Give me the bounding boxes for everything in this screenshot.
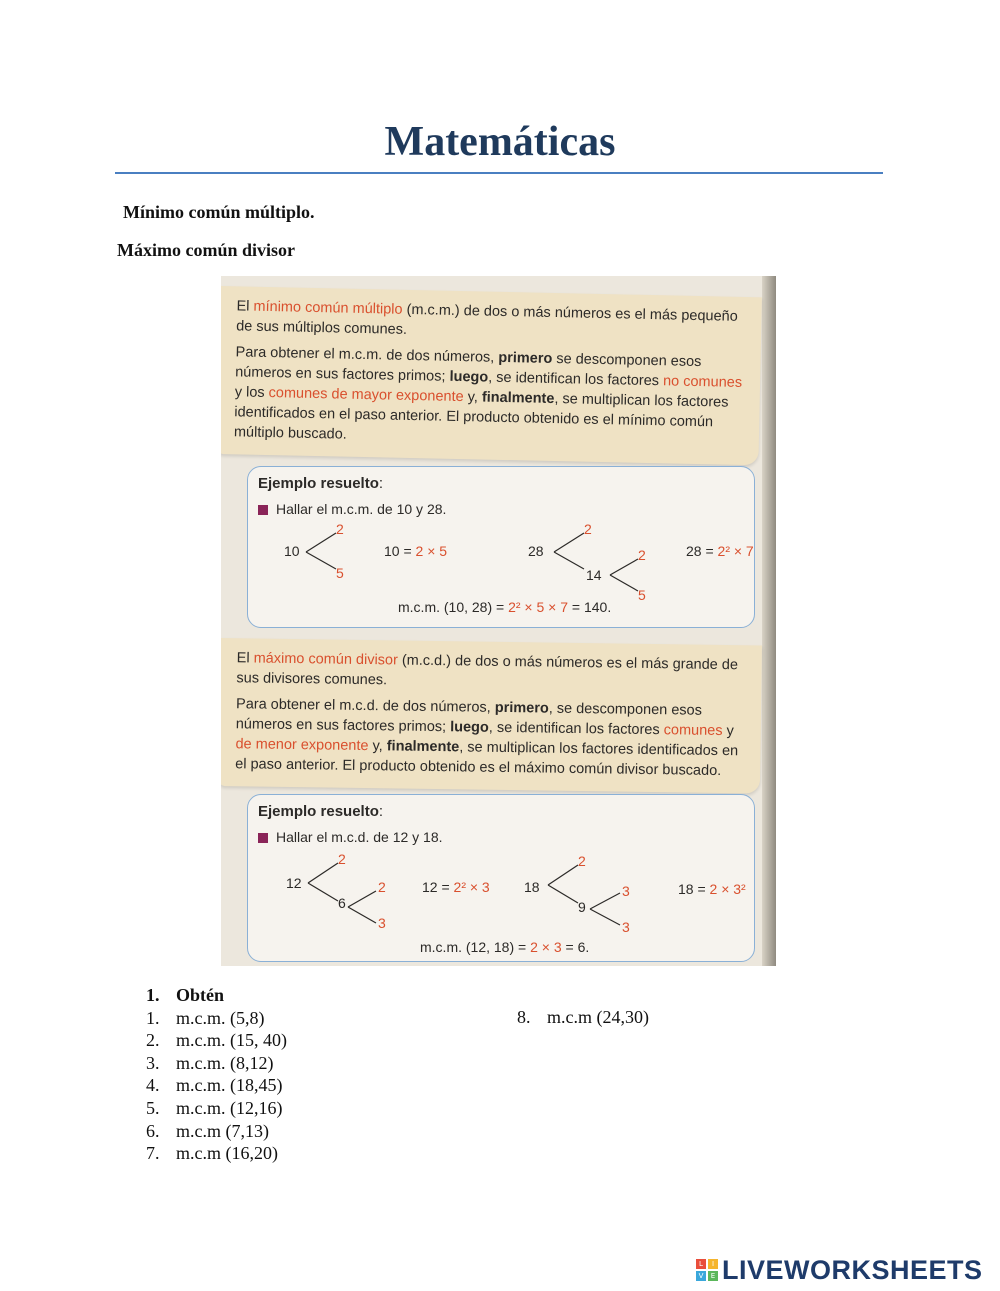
list-item: 6. m.c.m (7,13) — [146, 1120, 269, 1141]
equation: 10 = 2 × 5 — [384, 543, 448, 559]
list-item: 3. m.c.m. (8,12) — [146, 1052, 274, 1073]
exercise-heading: 1. Obtén — [146, 985, 225, 1005]
tree-factor: 2 — [338, 851, 346, 867]
list-item: 5. m.c.m. (12,16) — [146, 1097, 283, 1118]
tree-factor: 2 — [638, 547, 646, 563]
example-task: Hallar el m.c.d. de 12 y 18. — [258, 829, 443, 845]
page-title: Matemáticas — [384, 119, 616, 165]
list-item: 8. m.c.m (24,30) — [517, 1007, 649, 1027]
mcm-example — [247, 466, 755, 628]
tree-factor: 2 — [378, 879, 386, 895]
tree-factor: 2 — [336, 521, 344, 537]
example-result: m.c.m. (12, 18) = 2 × 3 = 6. — [420, 939, 590, 955]
tree-number: 6 — [338, 895, 346, 911]
factor-tree-lines — [248, 795, 754, 961]
equation: 12 = 2² × 3 — [422, 879, 490, 895]
example-heading: Ejemplo resuelto: — [258, 475, 384, 492]
mcd-definition: El máximo común divisor (m.c.d.) de dos o más números es el más grande de sus divisores comunes. Para obtener el m.c.d. de dos números, primero, se descomponen esos números en sus factores primos; luego, se identifican los factores comunes y de menor exponente y, finalmente, se multiplican los factores identificados en el paso anterior. El producto obtenido es el máximo común divisor buscado. — [221, 638, 762, 794]
tree-factor: 5 — [336, 565, 344, 581]
mcm-definition: El mínimo común múltiplo (m.c.m.) de dos o más números es el más pequeño de sus múltiplos comunes. Para obtener el m.c.m. de dos números, primero se descomponen esos números en sus factores primos; luego, se identifican los factores no comunes y los comunes de mayor exponente y, finalmente, se multiplican los factores identificados en el paso anterior. El producto obtenido es el mínimo común múltiplo buscado. — [221, 286, 762, 465]
subtitle-mcm: Mínimo común múltiplo. — [123, 202, 315, 222]
tree-number: 14 — [586, 567, 602, 583]
mcd-example — [247, 794, 755, 962]
equation: 28 = 2² × 7 — [686, 543, 754, 559]
textbook-photo — [221, 276, 776, 966]
list-item: 7. m.c.m (16,20) — [146, 1143, 278, 1164]
example-task: Hallar el m.c.m. de 10 y 28. — [258, 501, 446, 517]
equation: 18 = 2 × 3² — [678, 881, 746, 897]
tree-factor: 3 — [622, 883, 630, 899]
tree-factor: 2 — [584, 521, 592, 537]
tree-factor: 5 — [638, 587, 646, 603]
example-result: m.c.m. (10, 28) = 2² × 5 × 7 = 140. — [398, 599, 612, 615]
tree-factor: 3 — [378, 915, 386, 931]
list-item: 4. m.c.m. (18,45) — [146, 1075, 283, 1096]
tree-number: 9 — [578, 899, 586, 915]
liveworksheets-logo: L I V E LIVEWORKSHEETS — [696, 1254, 983, 1286]
title-divider — [115, 172, 883, 174]
book-page-edge — [762, 276, 776, 966]
tree-number: 28 — [528, 543, 544, 559]
tree-number: 18 — [524, 879, 540, 895]
example-heading: Ejemplo resuelto: — [258, 803, 384, 820]
logo-blocks-icon: L I V E — [696, 1259, 718, 1281]
tree-number: 12 — [286, 875, 302, 891]
list-item: 2. m.c.m. (15, 40) — [146, 1030, 287, 1051]
list-item: 1. m.c.m. (5,8) — [146, 1007, 265, 1028]
tree-factor: 3 — [622, 919, 630, 935]
tree-factor: 2 — [578, 853, 586, 869]
tree-number: 10 — [284, 543, 300, 559]
exercise-list — [146, 984, 287, 1165]
subtitle-mcd: Máximo común divisor — [117, 240, 295, 260]
